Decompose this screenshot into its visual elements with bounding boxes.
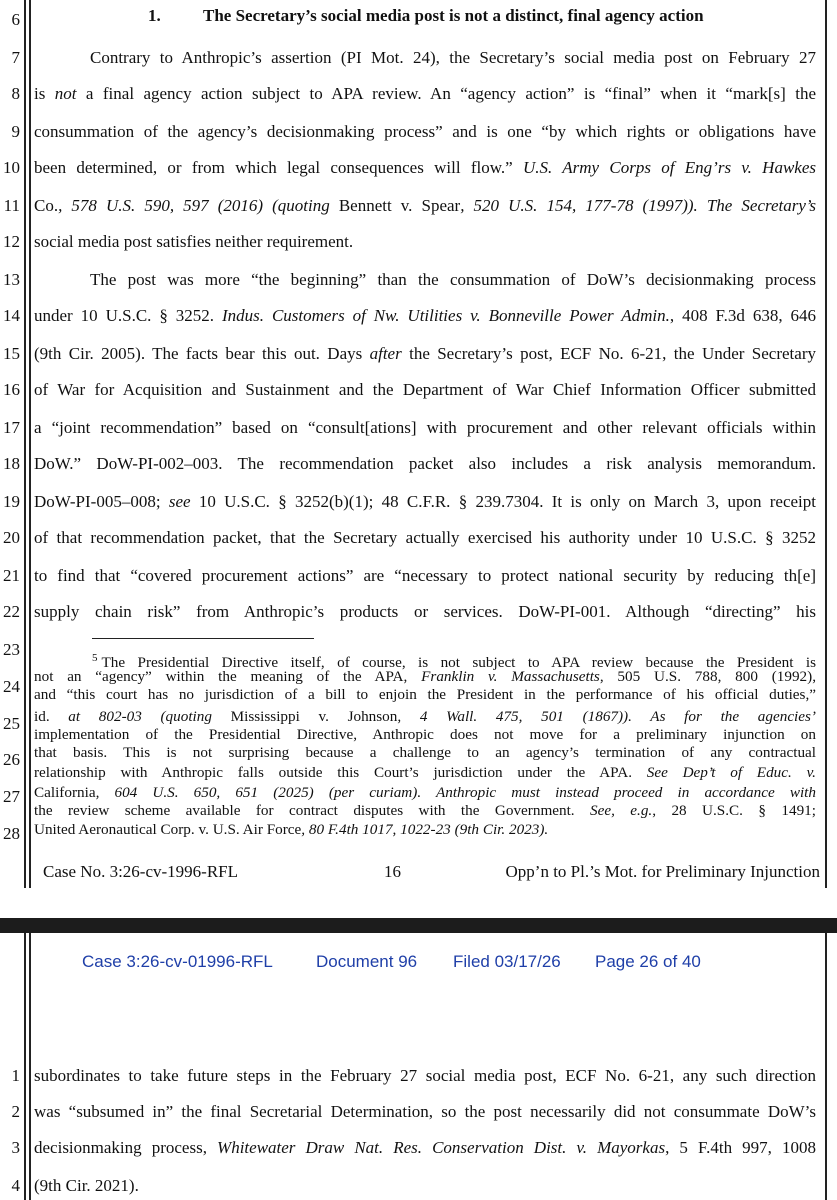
text-segment: under 10 U.S.C. § 3252. xyxy=(34,306,222,325)
body-line: of War for Acquisition and Sustainment and the Department of War Chief Information Officer submitted xyxy=(34,380,816,399)
text-segment: not an “agency” within the meaning of the APA, xyxy=(34,668,422,685)
body-line: DoW.” DoW-PI-002–003. The recommendation packet also includes a risk analysis memorandum. xyxy=(34,454,816,473)
italic-segment: Indus. Customers of Nw. Utilities v. Bonneville Power Admin. xyxy=(222,306,670,325)
line-number: 21 xyxy=(3,566,20,585)
footnote-separator xyxy=(92,638,314,639)
text-segment: , 505 U.S. 788, 800 (1992), xyxy=(599,668,817,685)
line-number: 28 xyxy=(3,824,20,843)
body-line: was “subsumed in” the final Secretarial Determination, so the post necessarily did not consummate DoW’s xyxy=(34,1102,816,1121)
line-number: 22 xyxy=(3,602,20,621)
margin-rule-right-bottom xyxy=(825,933,827,1200)
body-line: consummation of the agency’s decisionmaking process” and is one “by which rights or obligations have xyxy=(34,122,816,141)
text-segment: (9th Cir. 2005). The facts bear this out. Days xyxy=(34,344,370,363)
ecf-document-number: Document 96 xyxy=(316,952,418,971)
body-line: (9th Cir. 2021). xyxy=(34,1176,139,1195)
line-number: 19 xyxy=(3,492,20,511)
body-line xyxy=(34,492,816,512)
italic-segment: , 80 F.4th 1017, 1022-23 (9th Cir. 2023). xyxy=(301,821,549,838)
italic-segment: , 4 Wall. 475, 501 (1867)). As for the agencies’ xyxy=(397,708,816,725)
italic-segment: after xyxy=(369,344,402,363)
body-line: Contrary to Anthropic’s assertion (PI Mot. 24), the Secretary’s social media post on February 27 xyxy=(90,48,816,67)
line-number: 16 xyxy=(3,380,20,399)
line-number: 12 xyxy=(3,232,20,251)
line-number: 24 xyxy=(3,677,20,696)
line-number: 25 xyxy=(3,714,20,733)
text-segment: California xyxy=(34,784,96,801)
line-number: 7 xyxy=(11,48,20,67)
text-segment: Mississippi v. Johnson xyxy=(230,708,398,725)
text-segment: Bennett v. Spear xyxy=(338,196,461,215)
body-line: social media post satisfies neither requirement. xyxy=(34,232,354,251)
italic-segment: See Dep’t of Educ. v. xyxy=(646,764,816,781)
margin-rule-left-bottom xyxy=(24,933,26,1200)
text-segment: id. xyxy=(34,708,50,725)
italic-segment: , 578 U.S. 590, 597 (2016) (quoting xyxy=(58,196,339,215)
text-segment: is xyxy=(34,84,55,103)
body-line: The post was more “the beginning” than the consummation of DoW’s decisionmaking process xyxy=(90,270,816,289)
line-number: 17 xyxy=(3,418,20,437)
line-number: 3 xyxy=(11,1138,20,1157)
italic-segment: at 802-03 (quoting xyxy=(49,708,231,725)
line-number: 18 xyxy=(3,454,20,473)
section-heading xyxy=(148,6,808,26)
line-number: 13 xyxy=(3,270,20,289)
italic-segment: not xyxy=(54,84,77,103)
body-line xyxy=(34,306,816,326)
body-line xyxy=(34,84,816,104)
line-number: 8 xyxy=(11,84,20,103)
footnote-line: and “this court has no jurisdiction of a bill to enjoin the President in the performance of his official duties,” xyxy=(34,686,816,703)
body-line: supply chain risk” from Anthropic’s products or services. DoW-PI-001. Although “directing” his xyxy=(34,602,816,621)
footnote-line xyxy=(34,821,816,838)
body-line: subordinates to take future steps in the February 27 social media post, ECF No. 6-21, any such direction xyxy=(34,1066,816,1085)
italic-segment: see xyxy=(168,492,191,511)
ecf-filed-date: Filed 03/17/26 xyxy=(453,952,561,971)
body-line xyxy=(34,344,816,364)
footnote-line xyxy=(34,764,816,781)
margin-rule-left-2-bottom xyxy=(29,933,31,1200)
footnote-marker: 5 xyxy=(92,652,98,664)
text-segment: United Aeronautical Corp. v. U.S. Air Force xyxy=(34,821,302,838)
margin-rule-right xyxy=(825,0,827,888)
ecf-case-number: Case 3:26-cv-01996-RFL xyxy=(82,952,273,971)
line-number: 9 xyxy=(11,122,20,141)
footnote-line: implementation of the Presidential Directive, Anthropic does not move for a preliminary injunction on xyxy=(34,726,816,743)
text-segment: , 5 F.4th 997, 1008 xyxy=(665,1138,816,1157)
text-segment: Co. xyxy=(34,196,59,215)
ecf-page-count: Page 26 of 40 xyxy=(595,952,701,971)
body-line: of that recommendation packet, that the Secretary actually exercised his authority under 10 U.S.C. § 3252 xyxy=(34,528,816,547)
line-number: 23 xyxy=(3,640,20,659)
text-segment: The Presidential Directive itself, of course, is not subject to APA review because the President is xyxy=(101,654,816,672)
text-segment: , 28 U.S.C. § 1491; xyxy=(652,802,816,819)
line-number: 10 xyxy=(3,158,20,177)
text-segment: relationship with Anthropic falls outside this Court’s jurisdiction under the APA. xyxy=(34,764,647,781)
body-line xyxy=(34,196,816,216)
heading-number: 1. xyxy=(148,6,161,25)
text-segment: a final agency action subject to APA review. An “agency action” is “final” when it “mark[s] the xyxy=(76,84,816,103)
page-separator xyxy=(0,918,837,933)
footnote-line: that basis. This is not surprising because a challenge to an agency’s termination of any contractual xyxy=(34,744,816,761)
body-line: a “joint recommendation” based on “consult[ations] with procurement and other relevant officials within xyxy=(34,418,816,437)
italic-segment: , 520 U.S. 154, 177-78 (1997)). The Secretary’s xyxy=(460,196,817,215)
footnote-line xyxy=(34,802,816,819)
italic-segment: U.S. Army Corps of Eng’rs v. Hawkes xyxy=(523,158,817,177)
line-number: 27 xyxy=(3,787,20,806)
text-segment: DoW-PI-005–008; xyxy=(34,492,169,511)
line-number: 26 xyxy=(3,750,20,769)
footer-page-number: 16 xyxy=(384,862,401,881)
text-segment: the Secretary’s post, ECF No. 6-21, the Under Secretary xyxy=(401,344,816,363)
line-number: 2 xyxy=(11,1102,20,1121)
italic-segment: See, e.g. xyxy=(590,802,653,819)
body-line xyxy=(34,158,816,178)
line-number: 4 xyxy=(11,1176,20,1195)
line-number: 11 xyxy=(3,196,20,215)
footnote-line xyxy=(34,784,816,801)
line-number: 6 xyxy=(11,10,20,29)
footer-document-title: Opp’n to Pl.’s Mot. for Preliminary Injunction xyxy=(505,862,820,881)
heading-title: The Secretary’s social media post is not a distinct, final agency action xyxy=(203,6,704,25)
italic-segment: Whitewater Draw Nat. Res. Conservation Dist. v. Mayorkas xyxy=(217,1138,666,1157)
footnote-line xyxy=(34,708,816,725)
text-segment: decisionmaking process, xyxy=(34,1138,218,1157)
line-number: 20 xyxy=(3,528,20,547)
body-line: to find that “covered procurement actions” are “necessary to protect national security by reducing th[e] xyxy=(34,566,816,585)
body-line xyxy=(34,1138,816,1158)
margin-rule-left-2 xyxy=(29,0,31,888)
line-number: 14 xyxy=(3,306,20,325)
line-number: 15 xyxy=(3,344,20,363)
italic-segment: Franklin v. Massachusetts xyxy=(421,668,600,685)
text-segment: 10 U.S.C. § 3252(b)(1); 48 C.F.R. § 239.7304. It is only on March 3, upon receipt xyxy=(190,492,816,511)
text-segment: been determined, or from which legal consequences will flow.” xyxy=(34,158,524,177)
line-number: 1 xyxy=(11,1066,20,1085)
italic-segment: , 604 U.S. 650, 651 (2025) (per curiam). Anthropic must instead proceed in accordance with xyxy=(95,784,816,801)
footnote-line xyxy=(34,668,816,685)
text-segment: , 408 F.3d 638, 646 xyxy=(669,306,817,325)
text-segment: the review scheme available for contract disputes with the Government. xyxy=(34,802,591,819)
footer-case-number: Case No. 3:26-cv-1996-RFL xyxy=(43,862,239,881)
margin-rule-left xyxy=(24,0,26,888)
